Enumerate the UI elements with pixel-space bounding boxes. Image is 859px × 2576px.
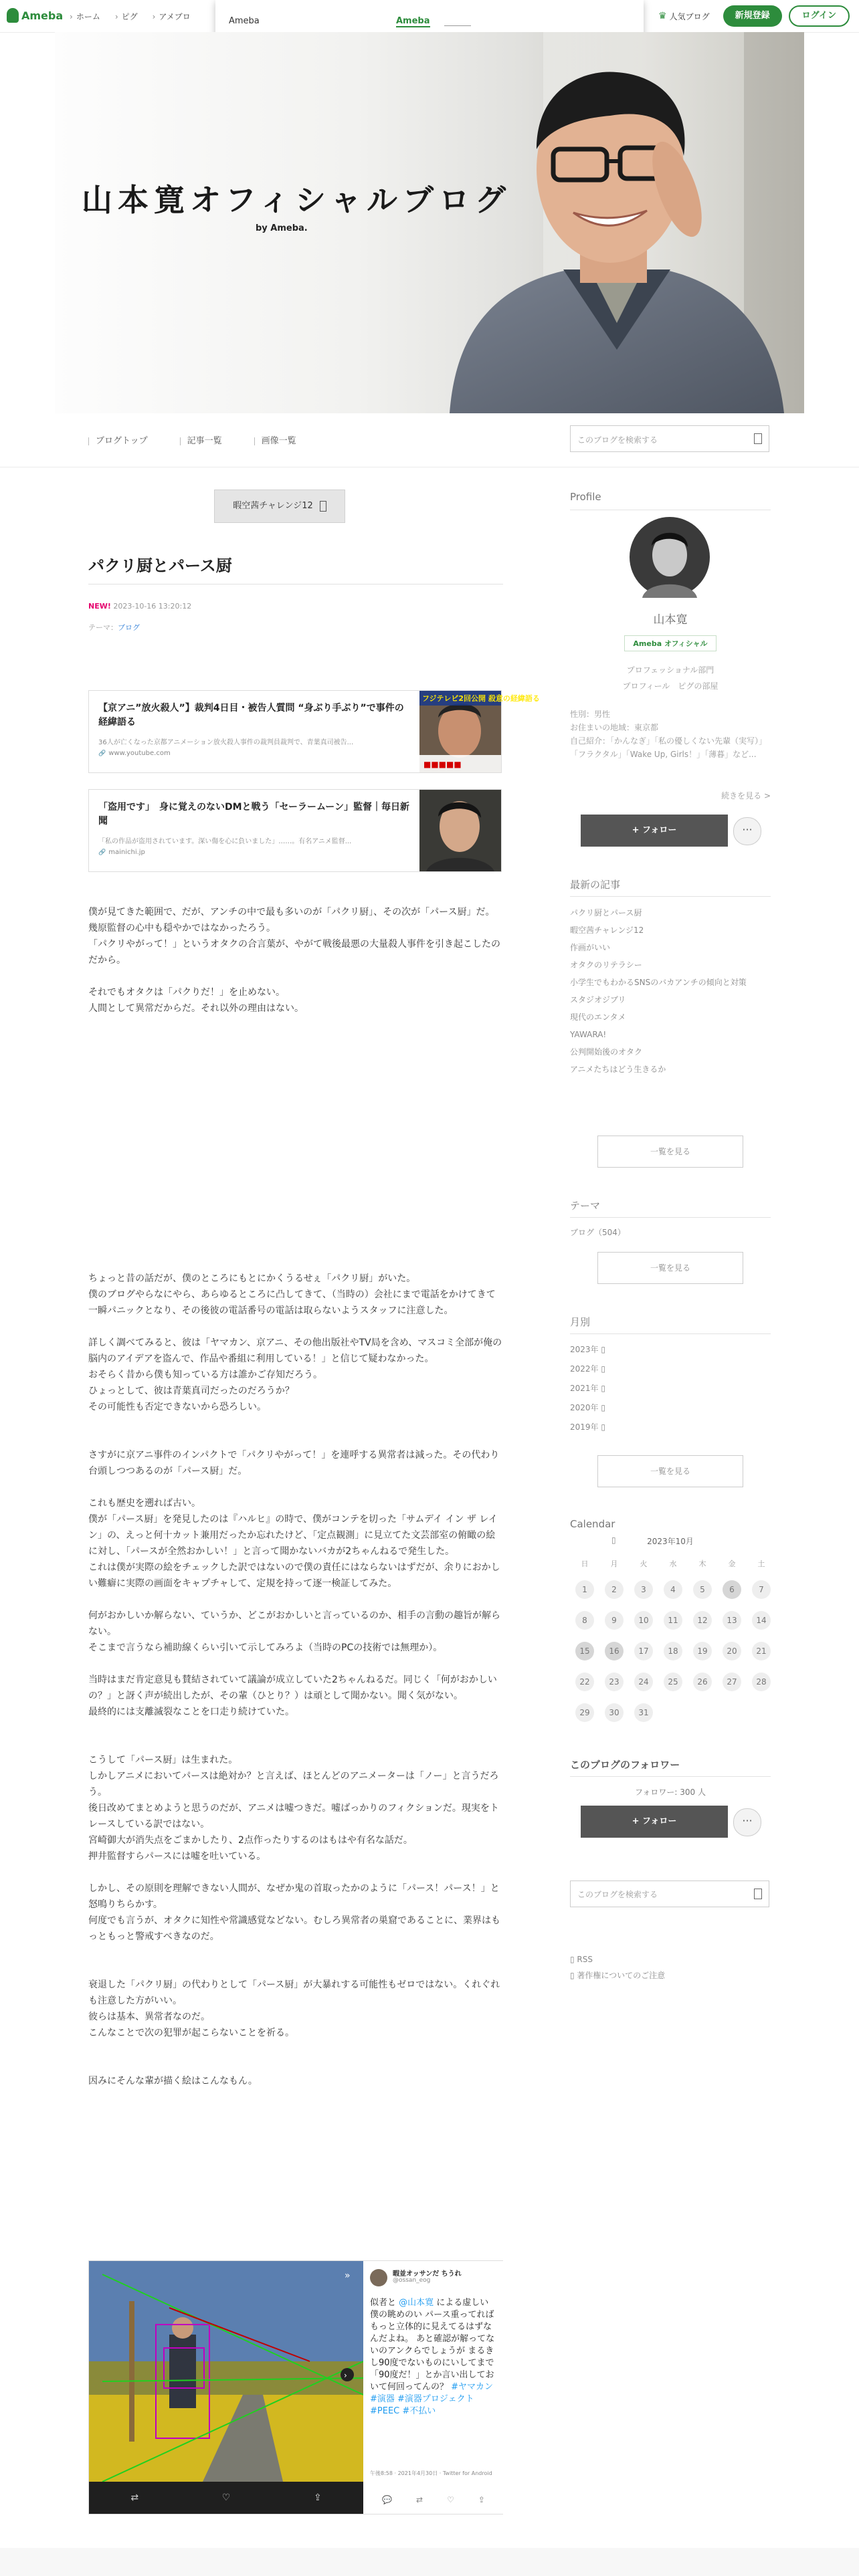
retweet-icon[interactable]: ⇄: [416, 2495, 423, 2504]
card-title: 【京アニ”放火殺人”】裁判4日目・被告人質問 “身ぶり手ぶり”で事件の経緯語る: [98, 703, 404, 728]
popular-blog-label: 人気ブログ: [669, 11, 710, 21]
divider: [570, 1333, 771, 1334]
paragraph: [88, 1864, 503, 1881]
paragraph: [88, 2057, 503, 2073]
entry-body-part2: [88, 1271, 503, 2089]
share-icon[interactable]: ⇪: [313, 2492, 322, 2503]
year-label: 2019年: [570, 1422, 599, 1432]
follow-button[interactable]: + フォロー: [581, 815, 728, 847]
calendar-day[interactable]: 18: [664, 1642, 682, 1660]
header-actions: [658, 5, 850, 27]
calendar-day[interactable]: 13: [723, 1611, 741, 1630]
calendar-week: [570, 1574, 776, 1605]
paragraph: 因みにそんな輩が描く絵はこんなもん。: [88, 2076, 258, 2086]
previous-entry-button[interactable]: [214, 490, 345, 523]
paragraph: おそらく昔から僕も知っている方は誰かご存知だろう。: [88, 1370, 322, 1380]
paragraph: 何がおかしいか解らない、ていうか、どこがおかしいと言っているのか、相手の言動の趣旨が解らない。: [88, 1610, 500, 1637]
paragraph: [88, 968, 503, 984]
recent-list: [570, 904, 771, 1078]
profile-info: [570, 708, 771, 761]
calendar-day[interactable]: 10: [634, 1611, 653, 1630]
paragraph: ちょっと昔の話だが、僕のところにもとにかくうるせぇ「パクリ厨」がいた。: [88, 1273, 416, 1284]
paragraph: これは僕が実際の絵をチェックした訳ではないので僕の責任にはならないはずだが、余りにおかしい難癖に実際の画面をキャプチャして、定規を持って逐一検証してみた。: [88, 1562, 500, 1589]
calendar-cell: [629, 1605, 658, 1636]
recent-item[interactable]: 小学生でもわかるSNSのバカアンチの傾向と対策: [570, 978, 747, 987]
entry-meta: [88, 602, 191, 611]
year-item[interactable]: 2022年 ▯: [570, 1364, 605, 1374]
card-title: 「盗用です」 身に覚えのないDMと戦う「セーラームーン」監督｜毎日新聞: [98, 802, 410, 827]
calendar-cell: [688, 1697, 717, 1728]
monthly-view-all-button[interactable]: 一覧を見る: [597, 1455, 743, 1487]
profile-more-link[interactable]: 続きを見る >: [721, 791, 771, 800]
rss-label: RSS: [577, 1955, 593, 1964]
entry-date: 2023-10-16 13:20:12: [113, 602, 192, 611]
blog-top-link[interactable]: ブログトップ: [88, 433, 148, 446]
previous-entry-label: 暇空茜チャレンジ12: [233, 501, 313, 511]
year-label: 2020年: [570, 1403, 599, 1412]
tweet-mention[interactable]: @山本寛: [399, 2298, 434, 2308]
calendar-day[interactable]: 29: [575, 1703, 594, 1722]
followers-heading: このブログのフォロワー: [570, 1759, 680, 1771]
paragraph: 僕が見てきた範囲で、だが、アンチの中で最も多いのが「パクリ厨」、その次が「パース厨」だ。: [88, 907, 495, 918]
tweet-content: [363, 2261, 504, 2514]
calendar-prev-icon[interactable]: ▯: [611, 1535, 616, 1545]
copyright-label: 著作権についてのご注意: [577, 1971, 666, 1980]
paragraph: これも歴史を遡れば古い。: [88, 1498, 201, 1509]
paragraph: 当時はまだ肯定意見も賛結されていて議論が成立していた2ちゃんねるだ。同じく「何がおかしいの？」と訝く声が続出したが、その輩（ひとり？）は頑として聞かない。聞く気がない。: [88, 1675, 497, 1701]
calendar-cell: [599, 1605, 629, 1636]
paragraph: [88, 1656, 503, 1672]
calendar-cell: [717, 1636, 747, 1667]
calendar-cell: [747, 1574, 776, 1605]
calendar-cell: [658, 1636, 688, 1667]
theme-link[interactable]: ブログ: [118, 623, 140, 632]
calendar-cell: [747, 1667, 776, 1697]
card-thumbnail: [419, 691, 540, 772]
like-icon[interactable]: ♡: [221, 2492, 231, 2503]
tweet-image-actions: [89, 2482, 363, 2514]
year-item[interactable]: 2019年 ▯: [570, 1422, 605, 1432]
calendar-cell: [599, 1574, 629, 1605]
calendar-heading: Calendar: [570, 1518, 615, 1530]
profile-name[interactable]: 山本寛: [653, 613, 688, 627]
paragraph: 宮崎御大が消失点をごまかしたり、2点作ったりするのはもはや有名な話だ。: [88, 1835, 413, 1846]
calendar-day[interactable]: 21: [752, 1642, 771, 1660]
year-item[interactable]: 2023年 ▯: [570, 1345, 605, 1354]
calendar-cell: [717, 1697, 747, 1728]
image-list-link[interactable]: 画像一覧: [254, 433, 296, 446]
calendar-week: [570, 1605, 776, 1636]
paragraph: [88, 1720, 503, 1736]
profile-gender: 性別：男性: [570, 710, 611, 719]
calendar-cell: [629, 1636, 658, 1667]
calendar-day[interactable]: 31: [634, 1703, 653, 1722]
monthly-heading: 月別: [570, 1316, 591, 1328]
svg-text:■■■■■: ■■■■■: [423, 760, 462, 769]
calendar-day[interactable]: 25: [664, 1673, 682, 1691]
paragraph: さすがに京アニ事件のインパクトで「パクリやがって！」を連呼する異常者は減った。その代わり台頭しつつあるのが「パース厨」だ。: [88, 1450, 500, 1477]
calendar-cell: [747, 1605, 776, 1636]
follow-button-2[interactable]: + フォロー: [581, 1806, 728, 1838]
paragraph: 彼らは基本、異常者なのだ。: [88, 2012, 210, 2022]
calendar-cell: [599, 1667, 629, 1697]
paragraph: 僕が「パース厨」を発見したのは『ハルヒ』の時で、僕がコンテを切った「サムデイ イン ザ レイン」の、えっと何十カット兼用だったか忘れたけど、「定点観測」に見立てた文芸部室の俯瞰の絵に対し、「パースが全然おかしい！」と言って聞かないバカが2ちゃんねるで発生した。: [88, 1514, 498, 1557]
nav-pigg[interactable]: › ピグ: [115, 11, 138, 22]
calendar-cell: [570, 1605, 599, 1636]
calendar-weekday: 土: [757, 1560, 765, 1568]
embedded-tweet[interactable]: [88, 2260, 503, 2514]
year-label: 2021年: [570, 1384, 599, 1393]
paragraph: 最終的には支離滅裂なことを口走り続けていた。: [88, 1707, 294, 1717]
calendar-day[interactable]: 6: [723, 1580, 741, 1599]
tweet-text-start: 似者と: [370, 2298, 399, 2308]
author-portrait: [409, 69, 784, 413]
signup-button[interactable]: 新規登録: [723, 5, 782, 27]
paragraph: [88, 1479, 503, 1495]
nav-ameblo[interactable]: › アメブロ: [153, 11, 191, 22]
paragraph: [88, 2041, 503, 2057]
recent-item[interactable]: アニメたちはどう生きるか: [570, 1065, 666, 1074]
search-placeholder: このブログを検索する: [577, 435, 658, 445]
calendar-week: [570, 1697, 776, 1728]
calendar-cell: [599, 1697, 629, 1728]
card-url: 🔗 www.youtube.com: [98, 750, 171, 757]
search-icon[interactable]: [754, 433, 762, 444]
calendar-day[interactable]: 12: [693, 1611, 712, 1630]
ameba-logo-icon: [7, 8, 19, 23]
paragraph: [88, 1319, 503, 1335]
calendar-weekday: 日: [581, 1560, 589, 1568]
calendar-weekday: 木: [698, 1560, 706, 1568]
more-options-button-2[interactable]: ···: [733, 1808, 761, 1836]
recent-item[interactable]: 公判開始後のオタク: [570, 1047, 643, 1057]
recent-item[interactable]: オタクのリテラシー: [570, 960, 642, 970]
profile-area: お住まいの地域：東京都: [570, 723, 659, 732]
paragraph: 「パクリやがって！」というオタクの合言葉が、やがて戦後最悪の大量殺人事件を引き起こしたのだから。: [88, 939, 500, 966]
by-ameba-label: by Ameba.: [256, 223, 308, 233]
calendar-cell: [570, 1574, 599, 1605]
calendar-day[interactable]: 24: [634, 1673, 653, 1691]
calendar-day[interactable]: 16: [605, 1642, 624, 1660]
profile-heading: Profile: [570, 491, 601, 503]
profile-links[interactable]: プロフィール ピグの部屋: [622, 681, 719, 691]
tweet-author-handle[interactable]: @ossan_eog: [393, 2277, 431, 2284]
calendar-day[interactable]: 20: [723, 1642, 741, 1660]
calendar-cell: [570, 1697, 599, 1728]
tweet-timestamp[interactable]: 午後8:58 · 2021年4月30日 · Twitter for Android: [370, 2470, 492, 2476]
calendar-weekday: 火: [640, 1560, 648, 1568]
popup-label: Ameba: [229, 16, 260, 26]
calendar-cell: [629, 1667, 658, 1697]
paragraph: しかしアニメにおいてパースは絶対か？と言えば、ほとんどのアニメーターは「ノー」と言うだろう。: [88, 1771, 499, 1798]
calendar-cell: [717, 1667, 747, 1697]
theme-item[interactable]: ブログ（504）: [570, 1228, 626, 1237]
year-item[interactable]: 2021年 ▯: [570, 1384, 605, 1393]
calendar-day[interactable]: 11: [664, 1611, 682, 1630]
paragraph: 何度でも言うが、オタクに知性や常識感覚などない。むしろ異常者の巣窟であることに、業界はもっともっと警戒すべきなのだ。: [88, 1915, 500, 1942]
calendar-cell: [658, 1697, 688, 1728]
calendar-day[interactable]: 9: [605, 1611, 624, 1630]
divider: [570, 1217, 771, 1218]
tweet-text: [370, 2297, 497, 2418]
arrow-icon: [320, 501, 326, 512]
paragraph: その可能性も否定できないから恐ろしい。: [88, 1402, 266, 1412]
calendar-week: [570, 1667, 776, 1697]
calendar-day[interactable]: 14: [752, 1611, 771, 1630]
paragraph: [88, 1961, 503, 1977]
search-icon[interactable]: [754, 1889, 762, 1899]
blog-title: 山本寛オフィシャルブログ: [82, 182, 512, 218]
year-label: 2023年: [570, 1345, 599, 1354]
paragraph: [88, 1431, 503, 1447]
card-thumbnail: [419, 790, 501, 871]
link-card-youtube[interactable]: [88, 690, 540, 773]
paragraph: それでもオタクは「パクりだ！」を止めない。: [88, 987, 285, 998]
calendar-day[interactable]: 4: [664, 1580, 682, 1599]
card-description: 36人が亡くなった京都アニメーション放火殺人事件の裁判員裁判で、青葉真司被告...: [98, 739, 354, 746]
tweet-image[interactable]: [89, 2261, 363, 2482]
paragraph: こんなことで次の犯罪が起こらないことを祈る。: [88, 2028, 294, 2038]
recent-heading: 最新の記事: [570, 879, 621, 891]
recent-item[interactable]: YAWARA!: [570, 1030, 607, 1039]
recent-item[interactable]: 作画がいい: [570, 943, 611, 952]
calendar-day[interactable]: 15: [575, 1642, 594, 1660]
entry-title[interactable]: パクリ厨とパース厨: [88, 556, 232, 575]
paragraph: 人間として異常だからだ。それ以外の理由はない。: [88, 1003, 304, 1014]
more-options-button[interactable]: ···: [733, 817, 761, 845]
followers-count: フォロワー: 300 人: [635, 1788, 706, 1797]
calendar-cell: [658, 1605, 688, 1636]
calendar-weekday: 水: [669, 1560, 677, 1568]
link-card-mainichi[interactable]: [88, 789, 502, 872]
theme-heading: テーマ: [570, 1200, 601, 1212]
divider: [570, 1776, 771, 1777]
calendar-cell: [570, 1667, 599, 1697]
calendar-day[interactable]: 30: [605, 1703, 624, 1722]
like-icon[interactable]: ♡: [447, 2495, 454, 2504]
paragraph: ひょっとして、彼は青葉真司だったのだろうか？: [88, 1386, 294, 1396]
recent-view-all-button[interactable]: 一覧を見る: [597, 1136, 743, 1168]
theme-label: テーマ：: [88, 623, 118, 632]
official-badge-wrap: [570, 635, 771, 651]
profile-intro: 自己紹介：「かんなぎ」「私の優しくない先輩（実写）」「フラクタル」「Wake Up, Girls！」「薄暮」など...: [570, 736, 767, 759]
new-badge: NEW!: [88, 602, 111, 611]
calendar-day[interactable]: 22: [575, 1673, 594, 1691]
monthly-list: [570, 1340, 605, 1437]
paragraph: 後日改めてまとめようと思うのだが、アニメは嘘つきだ。嘘ばっかりのフィクションだ。現実をトレースしている訳ではない。: [88, 1803, 499, 1830]
calendar-day[interactable]: 7: [752, 1580, 771, 1599]
year-label: 2022年: [570, 1364, 599, 1374]
paragraph: 衰退した「パクリ厨」の代わりとして「パース厨」が大暴れする可能性もゼロではない。くれぐれも注意した方がいい。: [88, 1979, 500, 2006]
ameba-logo[interactable]: [7, 8, 63, 23]
profile-avatar[interactable]: [629, 516, 710, 598]
tweet-actions: [370, 2495, 497, 2504]
calendar-day[interactable]: 23: [605, 1673, 624, 1691]
paragraph: [88, 1945, 503, 1961]
calendar-cell: [688, 1574, 717, 1605]
paragraph: 僕のブログやらなにやら、あらゆるところに凸してきて、（当時の）会社にまで電話をかけてきて一瞬パニックとなり、その後彼の電話番号の電話は取らないようスタッフに注意した。: [88, 1289, 496, 1316]
paragraph: こうして「パース厨」は生まれた。: [88, 1755, 238, 1765]
thumbnail-caption-top: フジテレビ2回公開 殺意の経緯語る: [422, 694, 540, 703]
popup-underline: [444, 25, 471, 26]
paragraph: そこまで言うなら補助線くらい引いて示してみろよ（当時のPCの技術では無理か）。: [88, 1642, 443, 1653]
calendar-weekday: 金: [728, 1560, 736, 1568]
calendar-week: [570, 1636, 776, 1667]
official-badge: Ameba オフィシャル: [624, 635, 716, 651]
calendar-day[interactable]: 8: [575, 1611, 594, 1630]
entry-body-part1: [88, 904, 503, 1016]
recent-item[interactable]: 現代のエンタメ: [570, 1012, 626, 1022]
paragraph: [88, 1736, 503, 1752]
sidebar-search-placeholder: このブログを検索する: [577, 1890, 658, 1899]
copyright-link[interactable]: ▯ 著作権についてのご注意: [570, 1971, 666, 1980]
svg-text:›: ›: [344, 2371, 347, 2380]
global-nav: [70, 11, 191, 22]
calendar-cell: [629, 1574, 658, 1605]
rss-link[interactable]: ▯ RSS: [570, 1955, 593, 1964]
recent-item[interactable]: 暇空茜チャレンジ12: [570, 926, 644, 935]
divider: [570, 896, 771, 897]
profile-category[interactable]: プロフェッショナル部門: [626, 665, 714, 675]
paragraph: しかし、その原則を理解できない人間が、なぜか鬼の首取ったかのように「パース！パース！」と怒鳴りちらかす。: [88, 1883, 500, 1910]
tweet-hashtags[interactable]: #ヤマカン #演器 #演器プロジェクト #PEEC #不払い: [370, 2382, 494, 2416]
card-description: 「私の作品が盗用されています。深い傷を心に負いました」……。有名アニメ監督...: [98, 838, 352, 845]
calendar-day[interactable]: 5: [693, 1580, 712, 1599]
calendar-day[interactable]: 26: [693, 1673, 712, 1691]
article-list-link[interactable]: 記事一覧: [180, 433, 222, 446]
calendar-weekday: 月: [610, 1560, 618, 1568]
year-item[interactable]: 2020年 ▯: [570, 1403, 605, 1412]
ameba-logo-text: Ameba: [21, 9, 64, 22]
avatar[interactable]: [370, 2269, 387, 2286]
calendar-cell: [688, 1605, 717, 1636]
theme-view-all-button[interactable]: 一覧を見る: [597, 1252, 743, 1284]
paragraph: [88, 1415, 503, 1431]
calendar-title-row: [570, 1535, 771, 1547]
paragraph: [88, 1592, 503, 1608]
popular-blog-link[interactable]: [658, 11, 710, 22]
login-button[interactable]: ログイン: [789, 5, 850, 27]
reply-icon[interactable]: 💬: [382, 2495, 392, 2504]
calendar-month: 2023年10月: [647, 1537, 694, 1546]
share-icon[interactable]: ⇪: [478, 2495, 485, 2504]
calendar-cell: [658, 1574, 688, 1605]
calendar-cell: [688, 1667, 717, 1697]
popup-link[interactable]: Ameba: [396, 16, 430, 26]
svg-text:»: »: [345, 2270, 351, 2281]
calendar-day[interactable]: 17: [634, 1642, 653, 1660]
blog-search-input[interactable]: [570, 425, 769, 452]
calendar-day[interactable]: 27: [723, 1673, 741, 1691]
calendar-day[interactable]: 1: [575, 1580, 594, 1599]
nav-home[interactable]: › ホーム: [70, 11, 100, 22]
card-url: 🔗 mainichi.jp: [98, 849, 145, 856]
calendar-weekdays: [570, 1553, 776, 1574]
calendar-cell: [599, 1636, 629, 1667]
tweet-text-body: による虚しい僕の眺めのい パース重ってればもっと立体的に見えてるはずなんだよね。 あと確認が解ってないのアンクらでしょうが まるきし90度でないものにいしてまで「90度だ！」とか言い出しておいて何回ってんの？: [370, 2298, 495, 2392]
page-footer: [0, 2548, 859, 2576]
paragraph: 詳しく調べてみると、彼は「ヤマカン、京アニ、その他出版社やTV局を含め、マスコミ全部が俺の脳内のアイデアを盗んで、作品や番組に利用している！」と信じて疑わなかった。: [88, 1337, 502, 1364]
entry-theme: [88, 622, 140, 633]
calendar-day[interactable]: 2: [605, 1580, 624, 1599]
calendar-cell: [717, 1574, 747, 1605]
calendar-cell: [717, 1605, 747, 1636]
calendar-cell: [658, 1667, 688, 1697]
crown-icon: ♛: [658, 11, 667, 21]
paragraph: 幾原監督の心中も穏やかではなかったろう。: [88, 923, 276, 934]
calendar-day[interactable]: 19: [693, 1642, 712, 1660]
retweet-icon[interactable]: ⇄: [130, 2492, 139, 2503]
calendar-day[interactable]: 3: [634, 1580, 653, 1599]
calendar-cell: [747, 1697, 776, 1728]
calendar-cell: [688, 1636, 717, 1667]
calendar-cell: [570, 1636, 599, 1667]
recent-item[interactable]: パクリ厨とパース厨: [570, 908, 642, 918]
recent-item[interactable]: スタジオジブリ: [570, 995, 626, 1004]
calendar-cell: [747, 1636, 776, 1667]
sidebar-search-input[interactable]: [570, 1881, 769, 1907]
blog-header-image[interactable]: [55, 32, 804, 413]
calendar-cell: [629, 1697, 658, 1728]
calendar-day[interactable]: 28: [752, 1673, 771, 1691]
calendar: [570, 1553, 776, 1728]
paragraph: 押井監督すらパースには嘘を吐いている。: [88, 1851, 266, 1862]
tweet-author-name[interactable]: 暇並オッサンだ ちうれ: [393, 2270, 462, 2278]
